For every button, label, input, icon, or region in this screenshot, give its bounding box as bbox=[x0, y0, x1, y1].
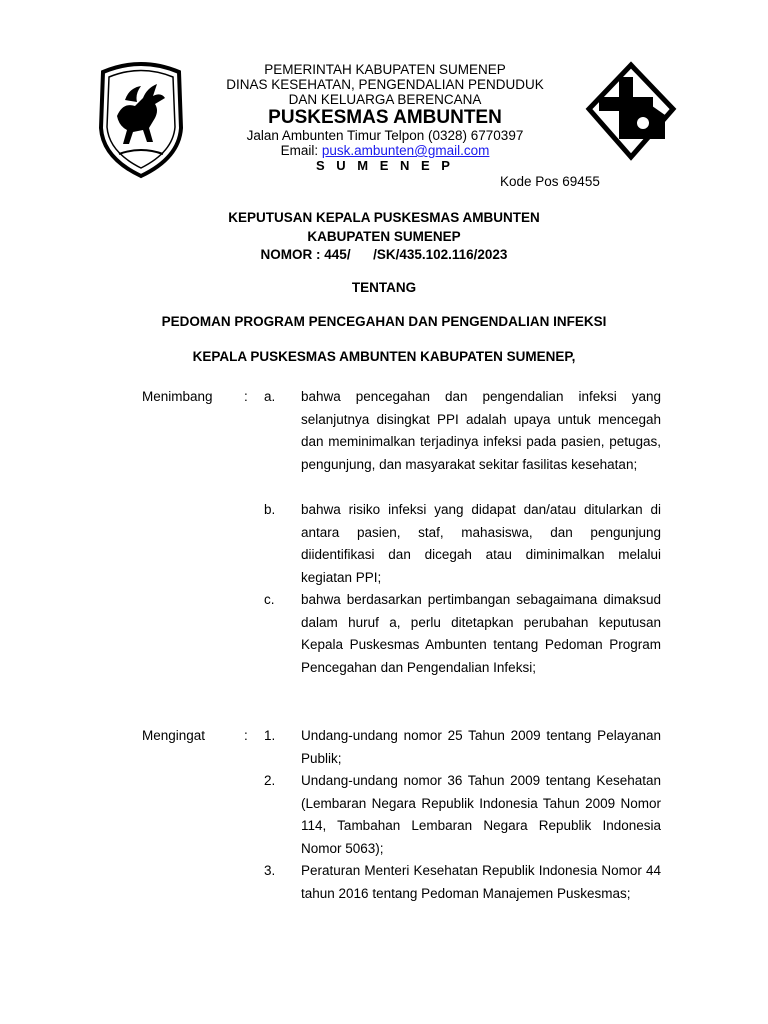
email-link[interactable]: pusk.ambunten@gmail.com bbox=[321, 143, 490, 158]
issuing-official: KEPALA PUSKESMAS AMBUNTEN KABUPATEN SUMENEP, bbox=[192, 349, 576, 364]
organization-name: PUSKESMAS AMBUNTEN bbox=[268, 107, 502, 128]
about-heading: TENTANG bbox=[351, 280, 417, 295]
city-name: S U M E N E P bbox=[316, 158, 454, 173]
puskesmas-logo-icon bbox=[585, 61, 677, 161]
menimbang-marker-a: a. bbox=[264, 389, 276, 404]
menimbang-item-c: bahwa berdasarkan pertimbangan sebagaimana dimaksud dalam huruf a, perlu ditetapkan perubahan keputusan Kepala Puskesmas Ambunten tentang Pedoman Program Pencegahan dan Pengendalian Infeksi; bbox=[301, 592, 661, 675]
decree-number: NOMOR : 445/ /SK/435.102.116/2023 bbox=[260, 247, 508, 262]
menimbang-label: Menimbang bbox=[142, 389, 213, 404]
mengingat-marker-2: 2. bbox=[264, 773, 276, 788]
agency-name: DINAS KESEHATAN, PENGENDALIAN PENDUDUK bbox=[226, 77, 544, 92]
menimbang-colon: : bbox=[244, 389, 248, 404]
letterhead bbox=[190, 62, 580, 173]
menimbang-marker-b: b. bbox=[264, 502, 276, 517]
agency-name-cont: DAN KELUARGA BERENCANA bbox=[288, 92, 482, 107]
mengingat-marker-3: 3. bbox=[264, 863, 276, 878]
address: Jalan Ambunten Timur Telpon (0328) 6770397 bbox=[246, 128, 524, 143]
mengingat-marker-1: 1. bbox=[264, 728, 276, 743]
email-label: Email: bbox=[280, 143, 322, 158]
decree-title bbox=[0, 209, 768, 265]
menimbang-item-b: bahwa risiko infeksi yang didapat dan/atau ditularkan di antara pasien, staf, mahasiswa, dan pengunjung diidentifikasi dan dicegah atau diminimalkan melalui kegiatan PPI; bbox=[301, 502, 661, 585]
mengingat-item-3: Peraturan Menteri Kesehatan Republik Indonesia Nomor 44 tahun 2016 tentang Pedoman Manajemen Puskesmas; bbox=[301, 863, 661, 901]
mengingat-item-2: Undang-undang nomor 36 Tahun 2009 tentang Kesehatan (Lembaran Negara Republik Indonesia Tahun 2009 Nomor 114, Tambahan Lembaran Negara Republik Indonesia Nomor 5063); bbox=[301, 773, 661, 856]
menimbang-marker-c: c. bbox=[264, 592, 275, 607]
decree-title-line2: KABUPATEN SUMENEP bbox=[307, 228, 461, 244]
decree-title-line1: KEPUTUSAN KEPALA PUSKESMAS AMBUNTEN bbox=[228, 210, 540, 225]
regency-emblem-icon bbox=[95, 58, 187, 180]
mengingat-label: Mengingat bbox=[142, 728, 206, 743]
mengingat-colon: : bbox=[244, 728, 248, 743]
menimbang-item-a: bahwa pencegahan dan pengendalian infeksi yang selanjutnya disingkat PPI adalah upaya untuk mencegah dan meminimalkan terjadinya infeksi pada pasien, petugas, pengunjung, dan masyarakat sekitar fasilitas kesehatan; bbox=[301, 389, 661, 472]
postal-code: Kode Pos 69455 bbox=[500, 174, 600, 189]
decree-subject: PEDOMAN PROGRAM PENCEGAHAN DAN PENGENDALIAN INFEKSI bbox=[161, 314, 607, 329]
email-line bbox=[190, 143, 580, 158]
government-name: PEMERINTAH KABUPATEN SUMENEP bbox=[264, 62, 506, 77]
mengingat-item-1: Undang-undang nomor 25 Tahun 2009 tentang Pelayanan Publik; bbox=[301, 728, 661, 766]
